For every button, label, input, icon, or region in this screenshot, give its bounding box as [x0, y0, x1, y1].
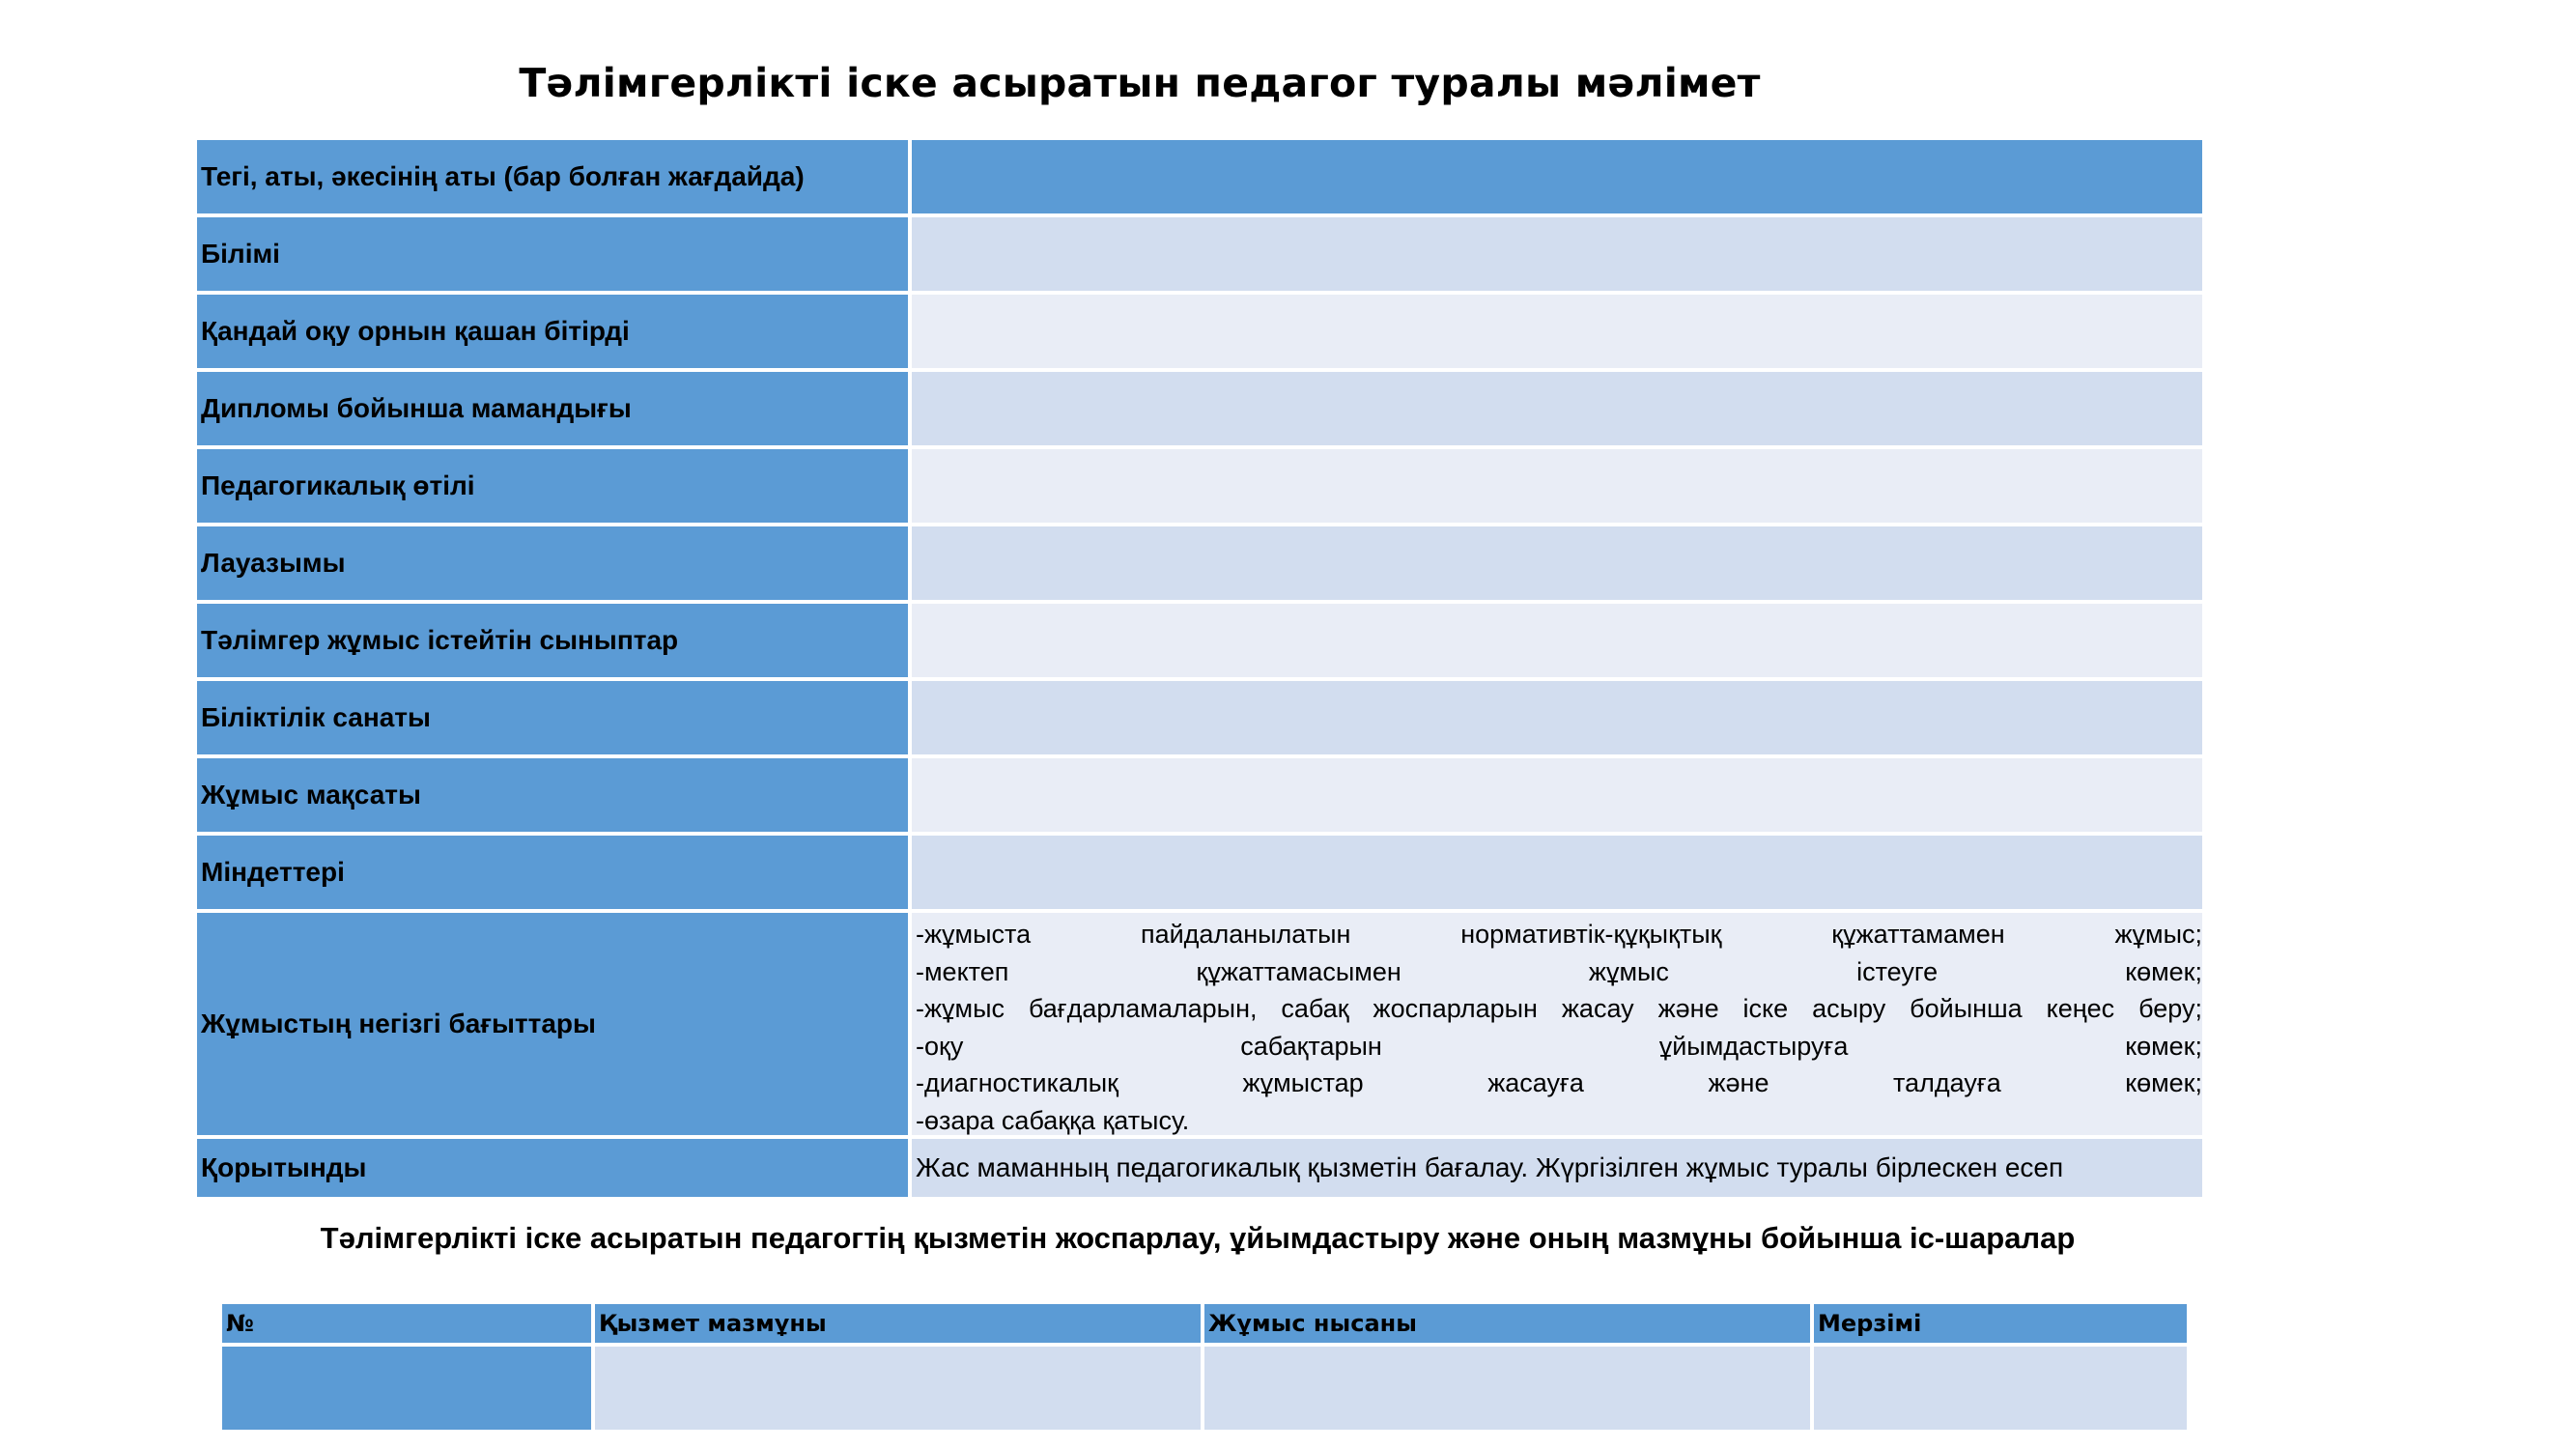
row-value[interactable]: [912, 836, 2202, 909]
row-value[interactable]: [912, 681, 2202, 754]
row-value[interactable]: [912, 140, 2202, 213]
row-label: Жұмыс мақсаты: [197, 758, 912, 832]
form-cell[interactable]: [1204, 1347, 1814, 1430]
directions-value: [912, 913, 2202, 1135]
table-row: [197, 217, 2202, 295]
conclusion-label: Қорытынды: [197, 1139, 912, 1197]
number-cell[interactable]: [222, 1347, 595, 1430]
row-label: Лауазымы: [197, 526, 912, 600]
direction-item: -мектеп құжаттамасымен жұмыс істеуге көмек;: [916, 956, 2202, 986]
row-value[interactable]: [912, 217, 2202, 291]
table-header-row: [222, 1304, 2187, 1347]
directions-label: Жұмыстың негізгі бағыттары: [197, 913, 912, 1135]
direction-item: -жұмыс бағдарламаларын, сабақ жоспарларын жасау және іске асыру бойынша кеңес беру;: [916, 994, 2202, 1023]
table-row: [197, 836, 2202, 913]
document-title: Тәлімгерлікті іске асыратын педагог туралы мәлімет: [519, 60, 1761, 106]
column-header-form: Жұмыс нысаны: [1204, 1304, 1814, 1343]
table-row: [197, 758, 2202, 836]
direction-item: -диагностикалық жұмыстар жасауға және талдауға көмек;: [916, 1068, 2202, 1097]
table-row: [197, 140, 2202, 217]
table-row: [197, 295, 2202, 372]
section-subtitle: Тәлімгерлікті іске асыратын педагогтің қызметін жоспарлау, ұйымдастыру және оның мазмұны бойынша іс-шаралар: [320, 1221, 2076, 1255]
content-cell[interactable]: [595, 1347, 1204, 1430]
direction-item: -оқу сабақтарын ұйымдастыруға көмек;: [916, 1031, 2202, 1061]
row-value[interactable]: [912, 526, 2202, 600]
row-value[interactable]: [912, 604, 2202, 677]
row-label: Қандай оқу орнын қашан бітірді: [197, 295, 912, 368]
direction-item: -өзара сабаққа қатысу.: [916, 1105, 1190, 1135]
row-label: Міндеттері: [197, 836, 912, 909]
row-label: Педагогикалық өтілі: [197, 449, 912, 523]
direction-item: -жұмыста пайдаланылатын нормативтік-құқықтық құжаттамамен жұмыс;: [916, 920, 2202, 949]
table-row: [197, 526, 2202, 604]
row-label: Білімі: [197, 217, 912, 291]
row-value[interactable]: [912, 372, 2202, 445]
table-row: [197, 681, 2202, 758]
column-header-number: №: [222, 1304, 595, 1343]
column-header-content: Қызмет мазмұны: [595, 1304, 1204, 1343]
table-row: [197, 372, 2202, 449]
row-label: Тегі, аты, әкесінің аты (бар болған жағдайда): [197, 140, 912, 213]
directions-row: [197, 913, 2202, 1139]
row-label: Тәлімгер жұмыс істейтін сыныптар: [197, 604, 912, 677]
row-value[interactable]: [912, 758, 2202, 832]
row-label: Біліктілік санаты: [197, 681, 912, 754]
conclusion-value: Жас маманның педагогикалық қызметін бағалау. Жүргізілген жұмыс туралы бірлескен есеп: [912, 1139, 2202, 1197]
conclusion-row: [197, 1139, 2202, 1197]
row-value[interactable]: [912, 449, 2202, 523]
column-header-deadline: Мерзімі: [1814, 1304, 2187, 1343]
teacher-info-table: [197, 140, 2202, 1197]
table-row: [197, 604, 2202, 681]
deadline-cell[interactable]: [1814, 1347, 2187, 1430]
row-value[interactable]: [912, 295, 2202, 368]
activity-plan-table: [222, 1304, 2187, 1430]
table-row: [197, 449, 2202, 526]
row-label: Дипломы бойынша мамандығы: [197, 372, 912, 445]
table-row: [222, 1347, 2187, 1430]
